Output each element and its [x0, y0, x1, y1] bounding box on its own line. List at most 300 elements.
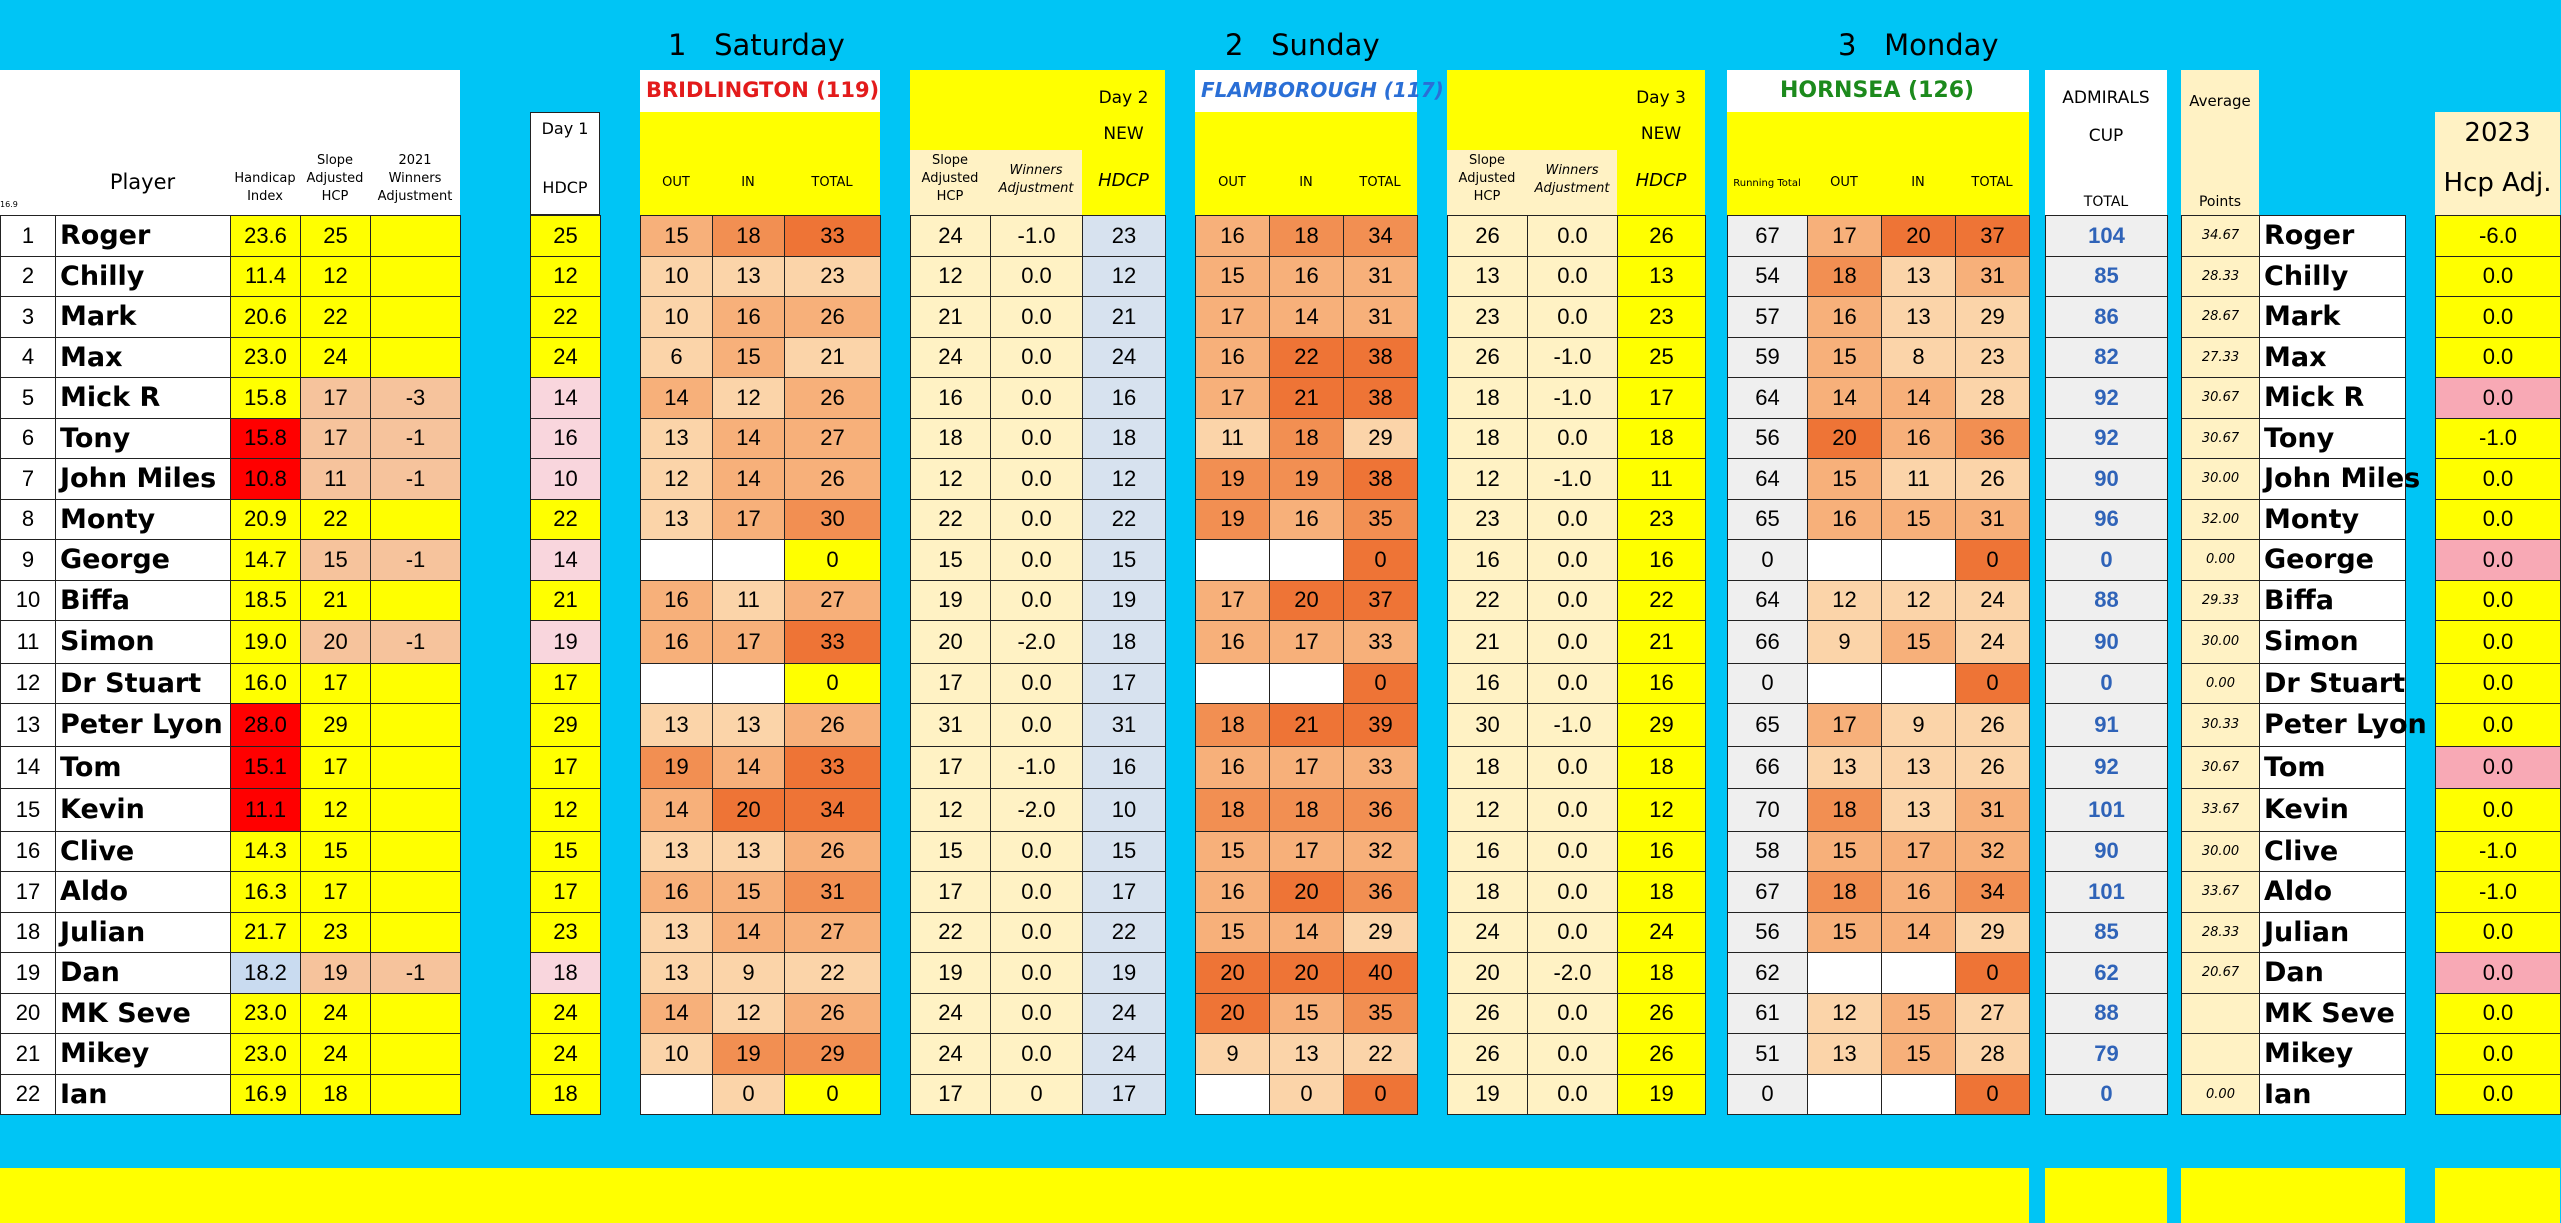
day2-out: 15: [1196, 912, 1270, 953]
day1-in: 14: [713, 418, 785, 459]
gap: [2030, 499, 2046, 540]
day1-hdcp: 23: [531, 912, 601, 953]
table-row: [1, 459, 2561, 500]
hcp-adjustment: 0.0: [2436, 912, 2561, 953]
day2-slope-adjusted: 19: [911, 953, 991, 994]
day2-winners-adj: 0.0: [991, 872, 1083, 913]
day3-in: 14: [1882, 912, 1956, 953]
day1-in: [713, 663, 785, 704]
row-number: 22: [1, 1074, 56, 1115]
gap: [1706, 297, 1728, 338]
day1-out: 16: [641, 872, 713, 913]
handicap-index: 23.0: [231, 337, 301, 378]
gap: [2406, 1034, 2436, 1075]
average-points: 28.33: [2182, 256, 2260, 297]
day2-out: 20: [1196, 993, 1270, 1034]
row-number: 5: [1, 378, 56, 419]
day1-in: 13: [713, 256, 785, 297]
slope-adjusted-hcp: 17: [301, 746, 371, 789]
gap: [881, 499, 911, 540]
gap: [881, 256, 911, 297]
day2-total: 0: [1344, 540, 1418, 581]
gap: [1706, 746, 1728, 789]
gap: [1418, 378, 1448, 419]
row-number: 3: [1, 297, 56, 338]
day3-in: 17: [1882, 831, 1956, 872]
handicap-index: 14.7: [231, 540, 301, 581]
day2-total: 38: [1344, 459, 1418, 500]
day3-total: 34: [1956, 872, 2030, 913]
table-row: [1, 746, 2561, 789]
day3-new-hdcp: 18: [1618, 953, 1706, 994]
gap: [461, 418, 531, 459]
day3-new-hdcp: 12: [1618, 789, 1706, 832]
player-name-right: John Miles: [2260, 459, 2406, 500]
day1-hdcp: 29: [531, 704, 601, 747]
course2-label: FLAMBOROUGH (117): [1201, 78, 1444, 102]
day3-in: [1882, 1074, 1956, 1115]
slope-adjusted-hcp: 22: [301, 297, 371, 338]
gap: [881, 297, 911, 338]
player-name: Ian: [56, 1074, 231, 1115]
gap: [2406, 621, 2436, 664]
day3-winners-adj: 0.0: [1528, 418, 1618, 459]
day2-new-hdcp: 15: [1083, 540, 1166, 581]
day3-slope-adjusted: 30: [1448, 704, 1528, 747]
player-name-right: Roger: [2260, 216, 2406, 257]
day3-in: 16: [1882, 418, 1956, 459]
day3-out: 12: [1808, 580, 1882, 621]
day3-out: 17: [1808, 704, 1882, 747]
day2-total: 31: [1344, 297, 1418, 338]
hdcp-header-2: HDCP: [1098, 170, 1149, 191]
gap: [1706, 378, 1728, 419]
day3-total: 29: [1956, 297, 2030, 338]
player-name-right: Kevin: [2260, 789, 2406, 832]
average-points: 27.33: [2182, 337, 2260, 378]
gap: [2168, 912, 2182, 953]
day1-in: 19: [713, 1034, 785, 1075]
gap: [2168, 459, 2182, 500]
day2-in: 18: [1270, 216, 1344, 257]
day3-out: [1808, 663, 1882, 704]
day1-total: 34: [785, 789, 881, 832]
gap: [601, 663, 641, 704]
day2-new-hdcp: 17: [1083, 663, 1166, 704]
day1-out: 19: [641, 746, 713, 789]
day2-new-hdcp: 19: [1083, 953, 1166, 994]
player-name: Tom: [56, 746, 231, 789]
day2-slope-adjusted: 18: [911, 418, 991, 459]
average-points: 33.67: [2182, 872, 2260, 913]
table-row: [1, 1074, 2561, 1115]
day2-in: 18: [1270, 789, 1344, 832]
day2-header: Day 2: [1098, 88, 1149, 108]
day2-new-hdcp: 18: [1083, 418, 1166, 459]
row-number: 16: [1, 831, 56, 872]
day1-out: 14: [641, 789, 713, 832]
winners-adj-header-3: Winners Adjustment: [1527, 150, 1617, 215]
gap: [1166, 297, 1196, 338]
winners-2021-adj: -1: [371, 459, 461, 500]
gap: [881, 337, 911, 378]
gap: [2406, 337, 2436, 378]
gap: [1166, 540, 1196, 581]
day2-total: 22: [1344, 1034, 1418, 1075]
gap: [2168, 499, 2182, 540]
gap: [881, 746, 911, 789]
day2-out: 16: [1196, 216, 1270, 257]
day1-in: 16: [713, 297, 785, 338]
player-name: Clive: [56, 831, 231, 872]
day3-out: 17: [1808, 216, 1882, 257]
gap: [601, 459, 641, 500]
day3-winners-adj: -2.0: [1528, 953, 1618, 994]
day3-slope-adjusted: 18: [1448, 418, 1528, 459]
gap: [1706, 580, 1728, 621]
bottom-gap-2: [2167, 1168, 2181, 1223]
hcp-adjustment: 0.0: [2436, 1034, 2561, 1075]
hcp-adjustment: 0.0: [2436, 746, 2561, 789]
day3-out: 18: [1808, 256, 1882, 297]
gap: [1166, 216, 1196, 257]
gap: [601, 378, 641, 419]
day1-out: 13: [641, 499, 713, 540]
gap: [881, 540, 911, 581]
day3-in: [1882, 540, 1956, 581]
gap: [2030, 297, 2046, 338]
day2-in: 14: [1270, 912, 1344, 953]
day2-new-hdcp: 12: [1083, 256, 1166, 297]
day2-total: 29: [1344, 912, 1418, 953]
gap: [1418, 993, 1448, 1034]
day2-new-hdcp: 10: [1083, 789, 1166, 832]
cup-total: 62: [2046, 953, 2168, 994]
day1-in: 14: [713, 912, 785, 953]
day3-out: [1808, 953, 1882, 994]
day1-total: 0: [785, 540, 881, 581]
day3-slope-adjusted: 23: [1448, 297, 1528, 338]
day3-out: 20: [1808, 418, 1882, 459]
day3-in: 15: [1882, 621, 1956, 664]
day2-slope-adjusted: 17: [911, 746, 991, 789]
results-body: [1, 216, 2561, 1115]
day2-total: 32: [1344, 831, 1418, 872]
day1-in: 14: [713, 746, 785, 789]
cup-total: 104: [2046, 216, 2168, 257]
cup-total: 82: [2046, 337, 2168, 378]
day2-out: [1196, 663, 1270, 704]
cup-total: 0: [2046, 663, 2168, 704]
day1-total: 26: [785, 704, 881, 747]
slope-adjusted-hcp: 12: [301, 256, 371, 297]
gap: [1418, 621, 1448, 664]
day3-in: 14: [1882, 378, 1956, 419]
hcp-adjustment: -6.0: [2436, 216, 2561, 257]
table-row: [1, 297, 2561, 338]
day3-total: 26: [1956, 746, 2030, 789]
gap: [2168, 831, 2182, 872]
winners-2021-adj: [371, 297, 461, 338]
row-number: 7: [1, 459, 56, 500]
day3-new-hdcp: 26: [1618, 216, 1706, 257]
day3-total: 0: [1956, 1074, 2030, 1115]
day3-new-hdcp: 11: [1618, 459, 1706, 500]
player-name: Mikey: [56, 1034, 231, 1075]
winners-2021-adj: [371, 746, 461, 789]
player-name-right: George: [2260, 540, 2406, 581]
gap: [881, 216, 911, 257]
hcp-adjustment: 0.0: [2436, 580, 2561, 621]
day2-new-hdcp: 22: [1083, 912, 1166, 953]
day3-total: 32: [1956, 831, 2030, 872]
gap: [1418, 663, 1448, 704]
winners-2021-adj: [371, 499, 461, 540]
gap: [461, 216, 531, 257]
table-row: [1, 912, 2561, 953]
day2-winners-adj: 0.0: [991, 580, 1083, 621]
day1-out: 12: [641, 459, 713, 500]
gap: [601, 789, 641, 832]
gap: [2406, 378, 2436, 419]
day2-total: 38: [1344, 378, 1418, 419]
day2-in: 21: [1270, 704, 1344, 747]
winners-2021-adj: [371, 337, 461, 378]
player-header: Player: [109, 170, 176, 194]
gap: [881, 1034, 911, 1075]
day2-in: 16: [1270, 256, 1344, 297]
day3-in: 8: [1882, 337, 1956, 378]
running-total: 62: [1728, 953, 1808, 994]
slope-adjusted-hcp: 15: [301, 540, 371, 581]
player-name: Kevin: [56, 789, 231, 832]
average-points: 34.67: [2182, 216, 2260, 257]
gap: [1706, 459, 1728, 500]
day1-total: 29: [785, 1034, 881, 1075]
day1-out: 10: [641, 256, 713, 297]
day2-winners-adj: 0.0: [991, 831, 1083, 872]
day1-out: 10: [641, 297, 713, 338]
gap: [461, 540, 531, 581]
day2-in: 22: [1270, 337, 1344, 378]
day1-hdcp: 19: [531, 621, 601, 664]
table-row: [1, 621, 2561, 664]
player-name: Roger: [56, 216, 231, 257]
average-points: 30.00: [2182, 621, 2260, 664]
player-name: Chilly: [56, 256, 231, 297]
day3-new-hdcp: 17: [1618, 378, 1706, 419]
winners-2021-adj: -1: [371, 953, 461, 994]
table-row: [1, 993, 2561, 1034]
day3-slope-adjusted: 18: [1448, 378, 1528, 419]
day3-new-hdcp: 25: [1618, 337, 1706, 378]
table-row: [1, 580, 2561, 621]
gap: [461, 580, 531, 621]
gap: [601, 872, 641, 913]
gap: [1706, 789, 1728, 832]
player-name: Aldo: [56, 872, 231, 913]
day3-new-hdcp: 21: [1618, 621, 1706, 664]
day1-hdcp: 18: [531, 1074, 601, 1115]
gap: [2168, 216, 2182, 257]
gap: [1418, 831, 1448, 872]
table-row: [1, 499, 2561, 540]
row-number: 13: [1, 704, 56, 747]
course1-label: BRIDLINGTON (119): [646, 78, 880, 102]
day1-out: 13: [641, 704, 713, 747]
gap: [1706, 993, 1728, 1034]
day1-out: 16: [641, 621, 713, 664]
gap: [2168, 746, 2182, 789]
day1-out: 13: [641, 912, 713, 953]
day2-new-hdcp: 31: [1083, 704, 1166, 747]
results-table: [0, 215, 2561, 1115]
day2-in: 19: [1270, 459, 1344, 500]
gap: [1706, 831, 1728, 872]
gap: [881, 789, 911, 832]
handicap-index: 21.7: [231, 912, 301, 953]
winners-adj-header-2: Winners Adjustment: [990, 150, 1082, 215]
running-total: 67: [1728, 216, 1808, 257]
day3-slope-adjusted: 18: [1448, 872, 1528, 913]
handicap-index: 16.3: [231, 872, 301, 913]
day1-total: 26: [785, 378, 881, 419]
gap: [2406, 912, 2436, 953]
table-row: [1, 872, 2561, 913]
day2-winners-adj: 0: [991, 1074, 1083, 1115]
day2-winners-adj: 0.0: [991, 499, 1083, 540]
day3-out: 13: [1808, 1034, 1882, 1075]
day3-slope-adjusted: 18: [1448, 746, 1528, 789]
gap: [2030, 378, 2046, 419]
gap: [1166, 580, 1196, 621]
day2-total: 33: [1344, 621, 1418, 664]
day1-hdcp: 10: [531, 459, 601, 500]
cup-header: CUP: [2088, 126, 2124, 146]
day2-in: [1270, 540, 1344, 581]
day3-in: 12: [1882, 580, 1956, 621]
day3-slope-adjusted: 13: [1448, 256, 1528, 297]
day3-out: 15: [1808, 912, 1882, 953]
day2-slope-adjusted: 22: [911, 499, 991, 540]
gap: [1706, 621, 1728, 664]
day2-out: 17: [1196, 297, 1270, 338]
gap: [601, 216, 641, 257]
hdcp-header-3: HDCP: [1635, 170, 1687, 191]
gap: [601, 499, 641, 540]
slope-adjusted-hcp: 18: [301, 1074, 371, 1115]
day1-in: 20: [713, 789, 785, 832]
day3-winners-adj: 0.0: [1528, 872, 1618, 913]
gap: [2030, 704, 2046, 747]
running-total: 57: [1728, 297, 1808, 338]
day3-new-hdcp: 26: [1618, 1034, 1706, 1075]
day1-in: 15: [713, 337, 785, 378]
player-name-right: Mark: [2260, 297, 2406, 338]
slope-adjusted-hcp: 17: [301, 418, 371, 459]
gap: [1418, 499, 1448, 540]
day2-out: [1196, 1074, 1270, 1115]
player-name: Tony: [56, 418, 231, 459]
row-number: 17: [1, 872, 56, 913]
day2-total: 40: [1344, 953, 1418, 994]
winners-2021-adj: [371, 1034, 461, 1075]
gap: [1166, 1074, 1196, 1115]
day3-winners-adj: -1.0: [1528, 337, 1618, 378]
gap: [881, 663, 911, 704]
handicap-index: 16.0: [231, 663, 301, 704]
day2-winners-adj: -1.0: [991, 746, 1083, 789]
day1-in: 12: [713, 993, 785, 1034]
gap: [881, 418, 911, 459]
cup-total: 90: [2046, 831, 2168, 872]
day2-slope-adjusted: 19: [911, 580, 991, 621]
row-number: 10: [1, 580, 56, 621]
day2-total: 35: [1344, 499, 1418, 540]
gap: [601, 540, 641, 581]
out-header: OUT: [662, 175, 690, 190]
day1-in: [713, 540, 785, 581]
cup-total: 92: [2046, 378, 2168, 419]
day3-title: 3 Monday: [1838, 28, 1999, 62]
gap: [2030, 953, 2046, 994]
row-number: 21: [1, 1034, 56, 1075]
day1-total: 27: [785, 418, 881, 459]
gap: [1418, 872, 1448, 913]
gap: [2030, 831, 2046, 872]
gap: [461, 1034, 531, 1075]
day2-total: 36: [1344, 872, 1418, 913]
gap: [1166, 337, 1196, 378]
day1-hdcp: 15: [531, 831, 601, 872]
day1-out: 13: [641, 418, 713, 459]
day2-new-hdcp: 16: [1083, 746, 1166, 789]
handicap-index: 23.0: [231, 993, 301, 1034]
running-total: 66: [1728, 621, 1808, 664]
gap: [2030, 580, 2046, 621]
day2-slope-adjusted: 17: [911, 1074, 991, 1115]
day2-in: 18: [1270, 418, 1344, 459]
day3-total: 31: [1956, 789, 2030, 832]
day1-in: 18: [713, 216, 785, 257]
hcp-adjustment: 0.0: [2436, 540, 2561, 581]
day2-out: 16: [1196, 621, 1270, 664]
player-name-right: MK Seve: [2260, 993, 2406, 1034]
day3-in: 15: [1882, 1034, 1956, 1075]
gap: [1706, 953, 1728, 994]
day2-winners-adj: 0.0: [991, 418, 1083, 459]
row-number: 2: [1, 256, 56, 297]
row-number: 18: [1, 912, 56, 953]
hcp-adjustment: 0.0: [2436, 297, 2561, 338]
row-number: 15: [1, 789, 56, 832]
winners-2021-header: 2021 Winners Adjustment: [377, 153, 453, 204]
day1-in: 17: [713, 621, 785, 664]
gap: [1418, 789, 1448, 832]
gap: [461, 872, 531, 913]
gap: [1706, 337, 1728, 378]
day3-winners-adj: -1.0: [1528, 704, 1618, 747]
day2-in: 20: [1270, 872, 1344, 913]
gap: [601, 746, 641, 789]
gap: [461, 337, 531, 378]
day3-total: 31: [1956, 499, 2030, 540]
slope-adjusted-header-2: Slope Adjusted HCP: [910, 150, 990, 215]
day2-total: 38: [1344, 337, 1418, 378]
gap: [2168, 789, 2182, 832]
day2-in: 21: [1270, 378, 1344, 419]
day2-winners-adj: 0.0: [991, 256, 1083, 297]
